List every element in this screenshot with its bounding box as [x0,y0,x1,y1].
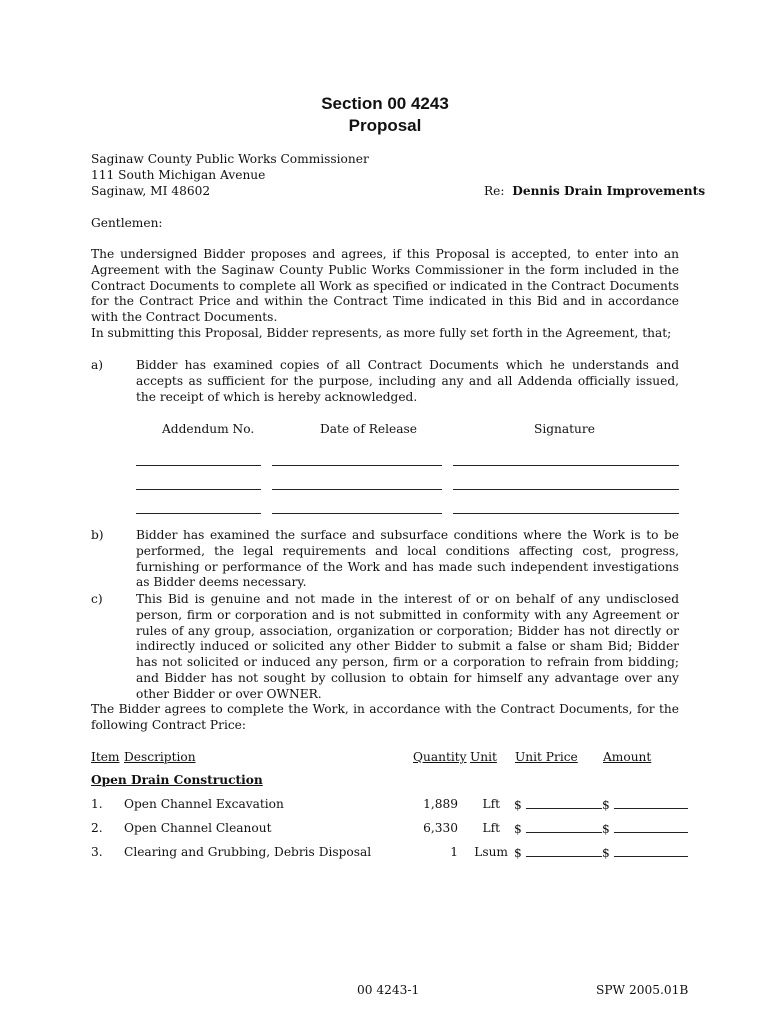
page-number: 00 4243-1 [357,983,420,997]
represents-paragraph: In submitting this Proposal, Bidder represents, as more fully set forth in the Agreement, that; [91,326,672,340]
salutation: Gentlemen: [91,216,163,230]
addendum-no-header: Addendum No. [162,422,255,436]
unit-header: Unit [470,750,497,764]
date-of-release-field-1[interactable] [272,465,442,466]
row-1-number: 1. [91,797,103,811]
item-c-text: This Bid is genuine and not made in the interest of or on behalf of any undisclosed person, firm or corporation and is not submitted in conformity with any Agreement or rules of any group, association, organization or corporation; Bidder has not directly or indirectly induced or solicited any other Bidder to submit a false or sham Bid; Bidder has not solicited or induced any person, firm or a corporation to refrain from bidding; and Bidder has not sought by collusion to obtain for himself any advantage over any other Bidder or over OWNER. [136,592,679,701]
signature-field-3[interactable] [453,513,679,514]
row-3-quantity: 1 [450,845,458,859]
item-header: Item [91,750,120,764]
re-label: Re: [484,184,505,198]
row-3-unit-price-field[interactable] [526,845,602,857]
address-line-1: Saginaw County Public Works Commissioner [91,152,369,166]
row-2-amount [602,821,688,836]
addendum-no-field-1[interactable] [136,465,261,466]
row-1-description: Open Channel Excavation [124,797,284,811]
addendum-no-field-2[interactable] [136,489,261,490]
date-of-release-field-2[interactable] [272,489,442,490]
item-b-text: Bidder has examined the surface and subsurface conditions where the Work is to be performed, the legal requirements and local conditions affecting cost, progress, furnishing or performance of the Work and has made such independent investigations as Bidder deems necessary. [136,528,679,590]
row-1-unit-price [514,797,602,812]
address-line-2: 111 South Michigan Avenue [91,168,266,182]
currency-symbol: $ [602,846,610,860]
agree-paragraph: The Bidder agrees to complete the Work, in accordance with the Contract Documents, for the following Contract Price: [91,702,679,732]
date-of-release-field-3[interactable] [272,513,442,514]
currency-symbol: $ [514,822,522,836]
document-code: SPW 2005.01B [596,983,689,997]
row-2-unit-price-field[interactable] [526,821,602,833]
row-1-unit-price-field[interactable] [526,797,602,809]
row-1-amount-field[interactable] [614,797,688,809]
group-title: Open Drain Construction [91,773,263,787]
address-line-3: Saginaw, MI 48602 [91,184,211,198]
page-title: Proposal [348,116,422,135]
date-of-release-header: Date of Release [320,422,417,436]
currency-symbol: $ [514,798,522,812]
signature-field-1[interactable] [453,465,679,466]
intro-paragraph: The undersigned Bidder proposes and agrees, if this Proposal is accepted, to enter into an Agreement with the Saginaw County Public Works Commissioner in the form included in the Contract Documents to complete all Work as specified or indicated in the Contract Documents for the Contract Price and within the Contract Time indicated in this Bid and in accordance with the Contract Documents. [91,247,679,325]
row-1-amount [602,797,688,812]
row-3-number: 3. [91,845,103,859]
currency-symbol: $ [514,846,522,860]
row-2-number: 2. [91,821,103,835]
unit-price-header: Unit Price [515,750,578,764]
addendum-no-field-3[interactable] [136,513,261,514]
re-line [484,184,705,198]
description-header: Description [124,750,196,764]
row-2-unit: Lft [482,821,500,835]
row-2-unit-price [514,821,602,836]
signature-header: Signature [534,422,595,436]
item-a-label: a) [91,358,104,372]
quantity-header: Quantity [413,750,467,764]
item-a-text: Bidder has examined copies of all Contract Documents which he understands and accepts as sufficient for the purpose, including any and all Addenda officially issued, the receipt of which is hereby acknowledged. [136,358,679,404]
currency-symbol: $ [602,798,610,812]
row-1-quantity: 1,889 [423,797,458,811]
row-3-amount [602,845,688,860]
row-2-description: Open Channel Cleanout [124,821,272,835]
row-3-unit-price [514,845,602,860]
row-3-description: Clearing and Grubbing, Debris Disposal [124,845,372,859]
item-b-label: b) [91,528,104,542]
signature-field-2[interactable] [453,489,679,490]
row-3-amount-field[interactable] [614,845,688,857]
project-name: Dennis Drain Improvements [512,184,706,198]
row-1-unit: Lft [482,797,500,811]
amount-header: Amount [603,750,652,764]
item-c-label: c) [91,592,103,606]
section-heading: Section 00 4243 [321,94,449,113]
currency-symbol: $ [602,822,610,836]
row-3-unit: Lsum [474,845,508,859]
row-2-quantity: 6,330 [423,821,458,835]
row-2-amount-field[interactable] [614,821,688,833]
